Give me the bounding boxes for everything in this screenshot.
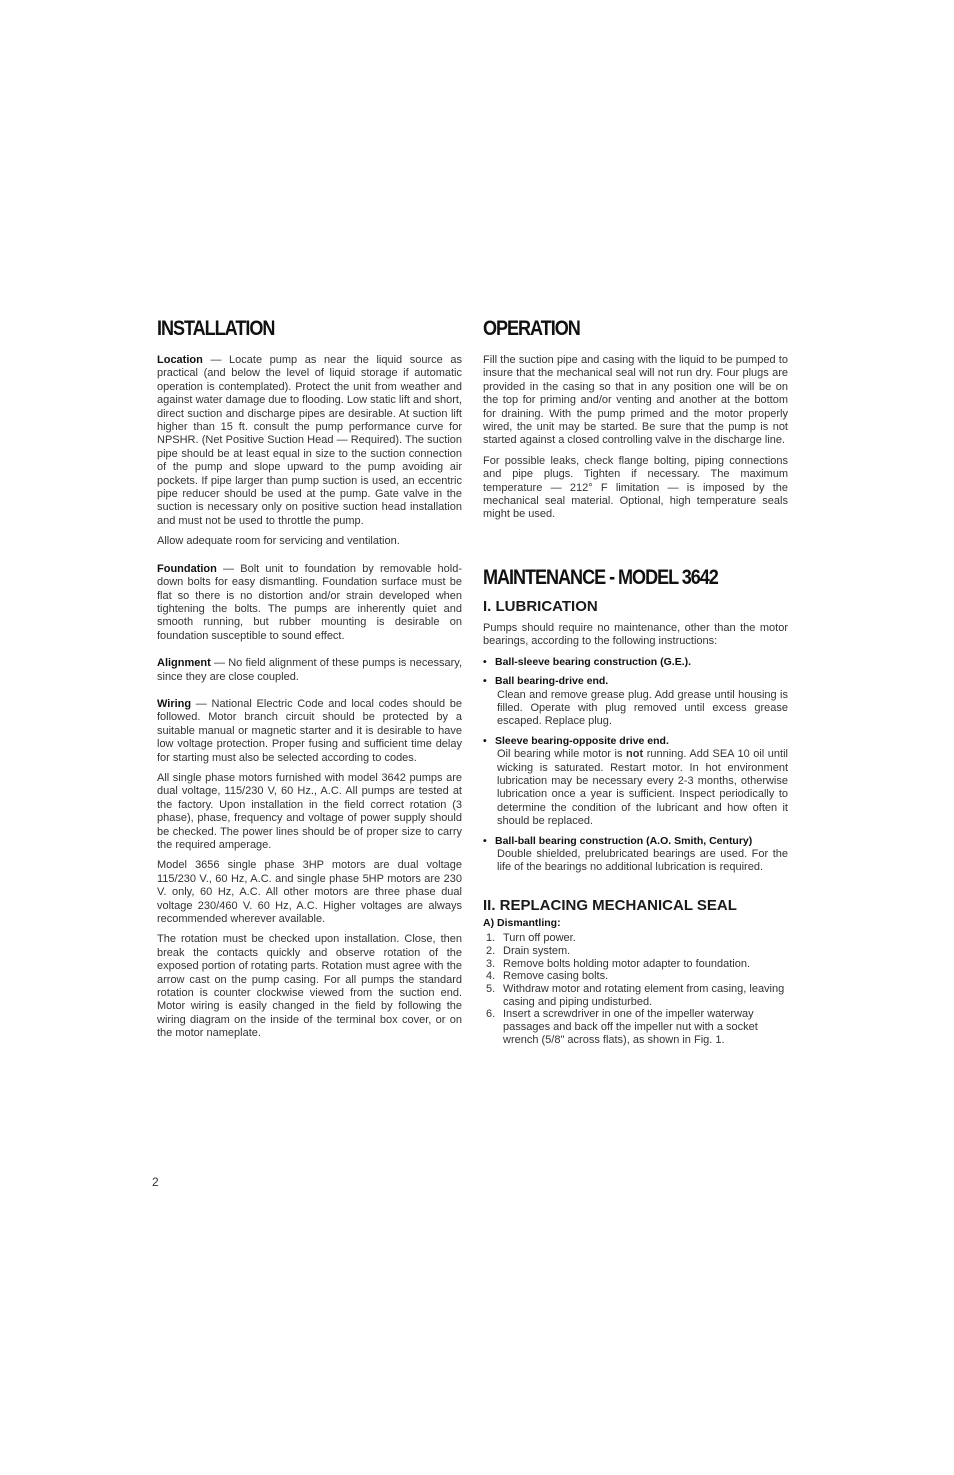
step-number: 3. [486,957,496,970]
list-item [483,1008,788,1046]
lubrication-intro: Pumps should require no maintenance, other than the motor bearings, according to the following instructions: [483,621,788,648]
bullet-body-bold: not [626,748,644,761]
bullet-ball-sleeve [483,656,788,669]
foundation-text: — Bolt unit to foundation by removable hold-down bolts for easy dismantling. Foundation surface must be flat so there is no distortion and/or strain developed when tightening the bolts. The pumps are inherently quiet and smooth running, but rubber mounting is desirable on foundation susceptible to sound effect. [157,562,462,642]
bullet-drive-end [483,675,788,729]
step-number: 5. [486,983,496,995]
operation-paragraph-1: Fill the suction pipe and casing with the liquid to be pumped to insure that the mechanical seal will not run dry. Four plugs are provided in the casing so that in any position one will be on the top for priming and/or venting and another at the bottom for draining. With the pump primed and the motor properly wired, the unit may be started. Be sure that the pump is not started against a closed controlling valve in the discharge line. [483,354,788,447]
list-item [483,970,788,983]
wiring-text: — National Electric Code and local codes should be followed. Motor branch circuit should be protected by a suitable manual or magnetic starter and it is desirable to have low voltage protection. Proper fusing and sufficient time delay for starting must also be selected according to codes. [157,697,462,764]
step-text: Remove casing bolts. [503,970,609,983]
step-text: Drain system. [503,944,571,957]
alignment-paragraph [157,657,462,684]
step-number: 1. [486,932,496,945]
operation-paragraph-2: For possible leaks, check flange bolting, piping connections and pipe plugs. Tighten if necessary. The maximum temperature — 212° F limitation — is imposed by the mechanical seal material. Optional, high temperature seals might be used. [483,454,788,521]
step-text: Insert a screwdriver in one of the impeller waterway passages and back off the impeller nut with a socket wrench (5/8" across flats), as shown in Fig. 1. [503,1008,758,1046]
model-3656-paragraph: Model 3656 single phase 3HP motors are dual voltage 115/230 V., 60 Hz, A.C. and single phase 5HP motors are 230 V. only, 60 Hz, A.C. All other motors are three phase dual voltage 230/460 V. 60 Hz, A.C. Higher voltages are always recommended wherever available. [157,859,462,926]
seal-heading: II. REPLACING MECHANICAL SEAL [483,896,737,914]
foundation-label: Foundation [157,562,217,575]
operation-heading: OPERATION [483,317,580,340]
bullet-opposite-drive-end [483,735,788,829]
bullet-ball-ball [483,835,788,875]
bullet-head: • Ball-sleeve bearing construction (G.E.). [483,656,788,669]
list-item [483,945,788,958]
step-number: 4. [486,970,496,983]
page-number: 2 [152,1175,159,1189]
right-column [483,300,788,1047]
wiring-paragraph [157,698,462,765]
foundation-paragraph [157,563,462,643]
bullet-body-b: running. Add SEA 10 oil until wicking is saturated. Restart motor. In hot environment lubrication may be necessary every 2-3 months, otherwise lubrication once a year is sufficient. Inspect periodically to determine the condition of the lubricant and how often it should be replaced. [497,748,788,828]
location-text: — Locate pump as near the liquid source as practical (and below the level of liquid storage if automatic operation is contemplated). Protect the unit from weather and against water damage due to flooding. Low static lift and short, direct suction and discharge pipes are desirable. At suction lift higher than 15 ft. consult the pump performance curve for NPSHR. (Net Positive Suction Head — Required). The suction pipe should be at least equal in size to the suction connection of the pump and slope upward to the pump avoiding air pockets. If pipe larger than pump suction is used, an eccentric pipe reducer should be used at the pump. Gate valve in the suction is necessary only on positive suction head installation and must not be used to throttle the pump. [157,354,462,527]
dismantling-heading: A) Dismantling: [483,916,561,929]
maintenance-heading: MAINTENANCE - MODEL 3642 [483,565,718,589]
list-item [483,983,788,1008]
alignment-text: — No field alignment of these pumps is necessary, since they are close coupled. [157,657,462,683]
step-text: Withdraw motor and rotating element from casing, leaving casing and piping undisturbed. [503,983,785,1008]
installation-heading: INSTALLATION [157,317,275,340]
bullet-body: Double shielded, prelubricated bearings are used. For the life of the bearings no additional lubrication is required. [497,847,788,874]
step-text: Turn off power. [503,932,576,945]
dismantling-steps [483,932,788,1046]
bullet-head: • Ball-ball bearing construction (A.O. Smith, Century) [483,835,788,848]
bullet-head: • Sleeve bearing-opposite drive end. [483,735,788,748]
step-text: Remove bolts holding motor adapter to foundation. [503,957,751,970]
step-number: 2. [486,944,496,957]
location-label: Location [157,354,203,366]
bullet-head: • Ball bearing-drive end. [483,675,788,688]
single-phase-paragraph: All single phase motors furnished with model 3642 pumps are dual voltage, 115/230 V, 60 Hz., A.C. All pumps are tested at the factory. Upon installation in the field correct rotation (3 phase), phase, frequency and voltage of power supply should be checked. The power lines should be of proper size to carry the required amperage. [157,771,462,851]
location-paragraph [157,354,462,528]
left-column [157,300,462,1048]
list-item [483,932,788,945]
room-paragraph: Allow adequate room for servicing and ventilation. [157,535,400,548]
lubrication-heading: I. LUBRICATION [483,597,598,615]
bullet-body: Clean and remove grease plug. Add grease until housing is filled. Operate with plug removed until excess grease escaped. Replace plug. [497,688,788,728]
rotation-paragraph: The rotation must be checked upon installation. Close, then break the contacts quickly and observe rotation of the exposed portion of rotating parts. Rotation must agree with the arrow cast on the pump casing. For all pumps the standard rotation is counter clockwise viewed from the suction end. Motor wiring is easily changed in the field by following the wiring diagram on the inside of the terminal box cover, or on the motor nameplate. [157,933,462,1040]
list-item [483,958,788,971]
alignment-label: Alignment [157,657,211,670]
bullet-body-a: Oil bearing while motor is [497,748,627,761]
step-number: 6. [486,1008,496,1021]
bullet-body [483,748,788,828]
wiring-label: Wiring [157,697,192,710]
